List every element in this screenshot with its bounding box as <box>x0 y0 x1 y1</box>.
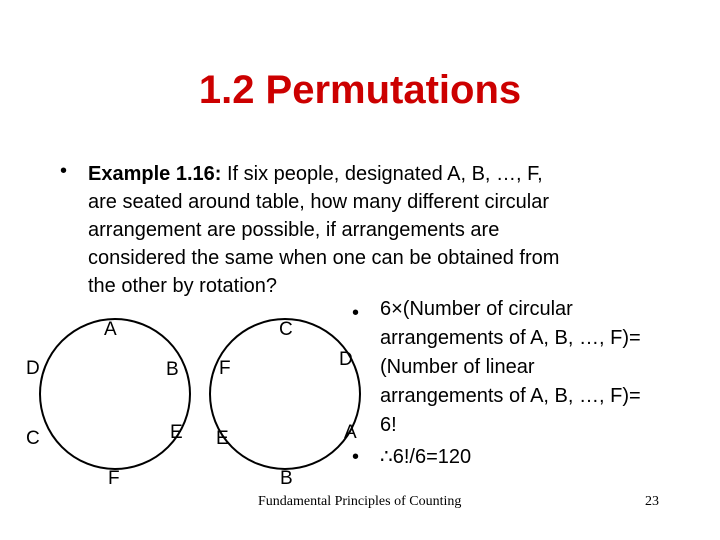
circle-left <box>40 319 190 469</box>
bullet-icon: • <box>352 302 360 324</box>
page-number: 23 <box>645 494 659 509</box>
solution-line: (Number of linear <box>380 356 535 378</box>
solution-line: ∴6!/6=120 <box>380 446 472 468</box>
solution-line: 6! <box>380 414 397 436</box>
circle-right-label: B <box>280 468 293 489</box>
example-line: If six people, designated A, B, …, F, <box>226 163 543 185</box>
circle-left-label: F <box>108 468 120 489</box>
circle-left-label: A <box>104 319 117 340</box>
bullet-icon: • <box>352 446 360 468</box>
example-line: the other by rotation? <box>88 275 278 297</box>
slide-title: 1.2 Permutations <box>198 68 522 112</box>
example-text <box>88 160 688 300</box>
circle-right-label: C <box>279 319 293 340</box>
circle-left-label: E <box>170 422 183 443</box>
circle-right-label: F <box>219 358 231 379</box>
example-line: are seated around table, how many different circular <box>88 191 550 213</box>
footer-text: Fundamental Principles of Counting <box>258 494 462 509</box>
bullet-icon: • <box>60 160 68 182</box>
solution-line: arrangements of A, B, …, F)= <box>380 327 641 349</box>
circle-right-label: D <box>339 349 353 370</box>
circle-left-label: B <box>166 359 179 380</box>
example-heading: Example 1.16: <box>88 163 222 185</box>
circle-right-label: E <box>216 428 229 449</box>
circle-right <box>210 319 360 469</box>
circle-right-label: A <box>344 422 357 443</box>
example-line: arrangement are possible, if arrangements are <box>88 219 500 241</box>
solution-line: arrangements of A, B, …, F)= <box>380 385 641 407</box>
circle-left-label: C <box>26 428 40 449</box>
circle-left-label: D <box>26 358 40 379</box>
solution-line: 6×(Number of circular <box>380 298 573 320</box>
example-line: considered the same when one can be obtained from <box>88 247 560 269</box>
